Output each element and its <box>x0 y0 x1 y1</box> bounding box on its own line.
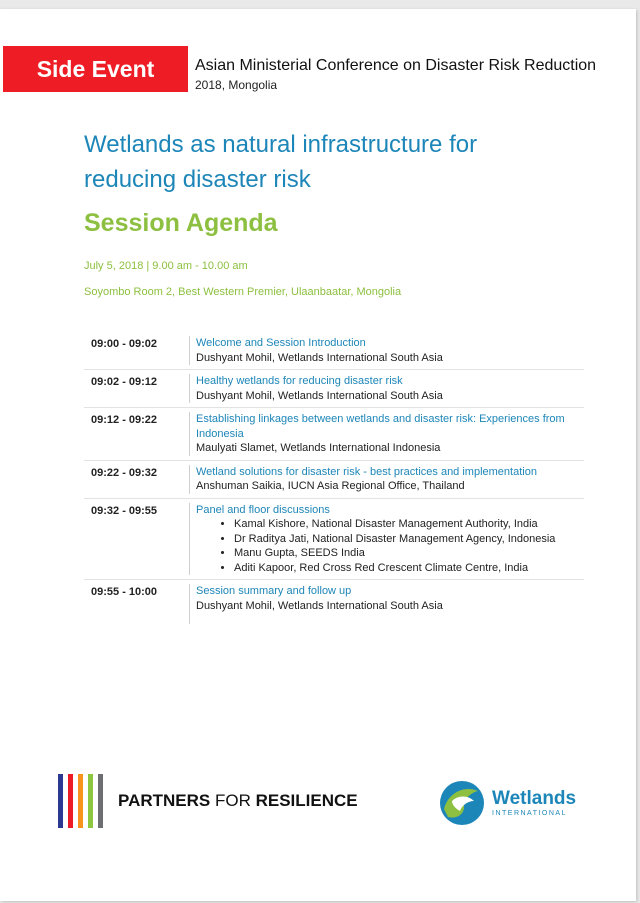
agenda-topic: Panel and floor discussions <box>196 503 330 516</box>
session-date-time: July 5, 2018 | 9.00 am - 10.00 am <box>84 260 248 272</box>
pfr-stripe <box>78 774 83 828</box>
agenda-content <box>190 465 584 494</box>
agenda-heading: Session Agenda <box>84 209 278 237</box>
agenda-row <box>84 370 584 408</box>
agenda-speaker: Anshuman Saikia, IUCN Asia Regional Office, Thailand <box>196 480 465 492</box>
pfr-word-resilience: RESILIENCE <box>255 791 358 810</box>
wetlands-subtitle: INTERNATIONAL <box>492 810 567 817</box>
agenda-row <box>84 499 584 581</box>
panelist-list <box>196 517 584 575</box>
pfr-stripe <box>88 774 93 828</box>
agenda-topic: Healthy wetlands for reducing disaster risk <box>196 375 403 387</box>
panelist-item: • Aditi Kapoor, Red Cross Red Crescent Climate Centre, India <box>234 561 584 576</box>
pfr-word-partners: PARTNERS <box>118 791 211 810</box>
pfr-wordmark <box>118 791 358 811</box>
partners-for-resilience-logo <box>58 774 358 828</box>
agenda-time: 09:32 - 09:55 <box>84 503 190 576</box>
agenda-page <box>0 9 636 901</box>
agenda-time: 09:55 - 10:00 <box>84 584 190 624</box>
agenda-content <box>190 336 584 365</box>
agenda-row <box>84 580 584 628</box>
agenda-time: 09:12 - 09:22 <box>84 412 190 456</box>
pfr-stripe <box>58 774 63 828</box>
agenda-content <box>190 412 584 456</box>
wetlands-globe-icon <box>438 779 486 827</box>
agenda-speaker: Dushyant Mohil, Wetlands International South Asia <box>196 351 443 364</box>
pfr-word-for: FOR <box>210 791 256 810</box>
agenda-time: 09:22 - 09:32 <box>84 465 190 494</box>
pfr-stripes-icon <box>58 774 103 828</box>
pfr-stripe <box>98 774 103 828</box>
side-event-badge: Side Event <box>3 46 188 92</box>
agenda-row <box>84 332 584 370</box>
session-venue: Soyombo Room 2, Best Western Premier, Ulaanbaatar, Mongolia <box>84 286 402 298</box>
page-title: Wetlands as natural infrastructure for reducing disaster risk <box>84 131 478 193</box>
pfr-stripe <box>68 774 73 828</box>
agenda-content <box>190 374 584 403</box>
wetlands-international-logo <box>438 779 576 827</box>
agenda-time: 09:00 - 09:02 <box>84 336 190 365</box>
agenda-topic: Welcome and Session Introduction <box>196 337 366 349</box>
agenda-topic: Wetland solutions for disaster risk - best practices and implementation <box>196 465 537 478</box>
panelist-item: • Dr Raditya Jati, National Disaster Management Agency, Indonesia <box>234 532 584 547</box>
conference-subtitle: 2018, Mongolia <box>195 78 278 92</box>
conference-title: Asian Ministerial Conference on Disaster Risk Reduction <box>195 57 597 74</box>
agenda-speaker: Dushyant Mohil, Wetlands International South Asia <box>196 389 443 402</box>
agenda-row <box>84 408 584 461</box>
agenda-content <box>190 584 584 624</box>
agenda-speaker: Dushyant Mohil, Wetlands International South Asia <box>196 599 443 612</box>
agenda-speaker: Maulyati Slamet, Wetlands International Indonesia <box>196 442 441 454</box>
panelist-item: • Manu Gupta, SEEDS India <box>234 546 584 561</box>
panelist-item: • Kamal Kishore, National Disaster Management Authority, India <box>234 517 584 532</box>
agenda-row <box>84 461 584 499</box>
agenda-topic: Session summary and follow up <box>196 585 352 597</box>
wetlands-name: Wetlands <box>492 788 577 809</box>
agenda-table <box>84 332 584 628</box>
agenda-topic: Establishing linkages between wetlands and disaster risk: Experiences from Indonesia <box>196 413 565 440</box>
agenda-time: 09:02 - 09:12 <box>84 374 190 403</box>
agenda-content <box>190 503 584 576</box>
